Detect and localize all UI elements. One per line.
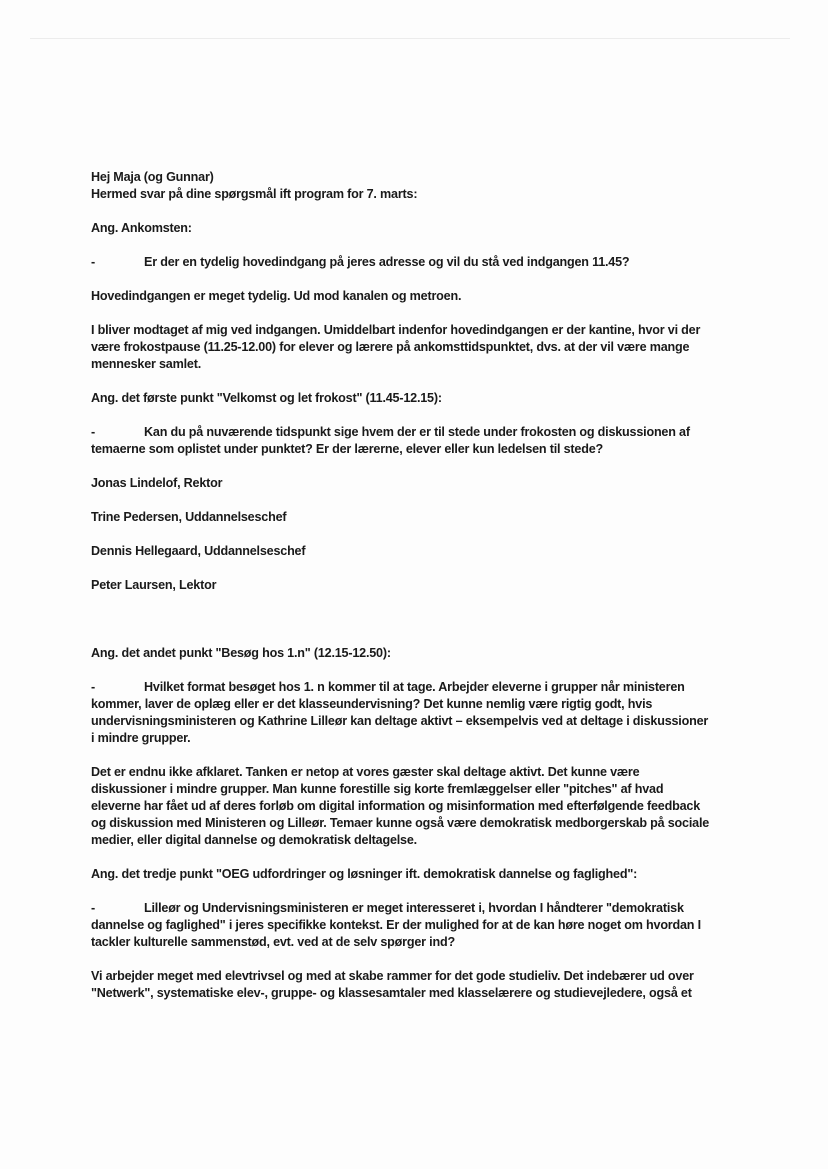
- question-attendees: [91, 424, 713, 458]
- question-text: Kan du på nuværende tidspunkt sige hvem der er til stede under frokosten og diskussionen af temaerne som oplistet under punktet? Er der lærerne, elever eller kun ledelsen til stede?: [91, 425, 690, 456]
- question-democratic-education: [91, 900, 713, 951]
- answer-entrance: Hovedindgangen er meget tydelig. Ud mod kanalen og metroen.: [91, 289, 462, 303]
- section-heading-arrival: Ang. Ankomsten:: [91, 221, 192, 235]
- attendee-4: Peter Laursen, Lektor: [91, 578, 217, 592]
- attendee-2: Trine Pedersen, Uddannelseschef: [91, 510, 287, 524]
- attendee-3: Dennis Hellegaard, Uddannelseschef: [91, 544, 306, 558]
- dash-bullet: -: [91, 255, 95, 269]
- attendee-1: Jonas Lindelof, Rektor: [91, 476, 223, 490]
- question-visit-format: [91, 679, 713, 747]
- question-text: Er der en tydelig hovedindgang på jeres adresse og vil du stå ved indgangen 11.45?: [144, 255, 630, 269]
- scan-artifact-line: [30, 38, 790, 39]
- question-text: Lilleør og Undervisningsministeren er meget interesseret i, hvordan I håndterer "demokratisk dannelse og faglighed" i jeres specifikke kontekst. Er der mulighed for at de kan høre noget om hvordan I tackler kulturelle sammenstød, evt. ved at de selv spørger ind?: [91, 901, 701, 949]
- answer-reception: I bliver modtaget af mig ved indgangen. Umiddelbart indenfor hovedindgangen er der kantine, hvor vi der være frokostpause (11.25-12.00) for elever og lærere på ankomsttidspunktet, dvs. at der vil være mange mennesker samlet.: [91, 323, 701, 371]
- section-heading-welcome: Ang. det første punkt "Velkomst og let frokost" (11.45-12.15):: [91, 391, 442, 405]
- question-text: Hvilket format besøget hos 1. n kommer til at tage. Arbejder eleverne i grupper når ministeren kommer, laver de oplæg eller er det klasseundervisning? Det kunne nemlig være rigtig godt, hvis undervisningsministeren og Kathrine Lilleør kan deltage aktivt – eksempelvis ved at deltage i diskussioner i mindre grupper.: [91, 680, 709, 745]
- answer-democratic-education: Vi arbejder meget med elevtrivsel og med at skabe rammer for det gode studieliv. Det indebærer ud over "Netwerk", systematiske elev-, gruppe- og klassesamtaler med klasselærere og studievejledere, også et: [91, 969, 694, 1000]
- question-entrance: [91, 254, 713, 271]
- dash-bullet: -: [91, 425, 95, 439]
- greeting: Hej Maja (og Gunnar): [91, 170, 214, 184]
- answer-visit-format: Det er endnu ikke afklaret. Tanken er netop at vores gæster skal deltage aktivt. Det kunne være diskussioner i mindre grupper. Man kunne forestille sig korte fremlæggelser eller "pitches" af hvad eleverne har fået ud af deres forløb om digital information og misinformation med efterfølgende feedback og diskussion med Ministeren og Lilleør. Temaer kunne også være demokratisk medborgerskab på sociale medier, eller digital dannelse og demokratisk deltagelse.: [91, 765, 710, 847]
- dash-bullet: -: [91, 901, 95, 915]
- letter-body: [91, 169, 713, 1002]
- section-heading-class-visit: Ang. det andet punkt "Besøg hos 1.n" (12.15-12.50):: [91, 646, 391, 660]
- section-heading-challenges: Ang. det tredje punkt "OEG udfordringer og løsninger ift. demokratisk dannelse og faglighed":: [91, 867, 638, 881]
- intro-line: Hermed svar på dine spørgsmål ift program for 7. marts:: [91, 187, 418, 201]
- dash-bullet: -: [91, 680, 95, 694]
